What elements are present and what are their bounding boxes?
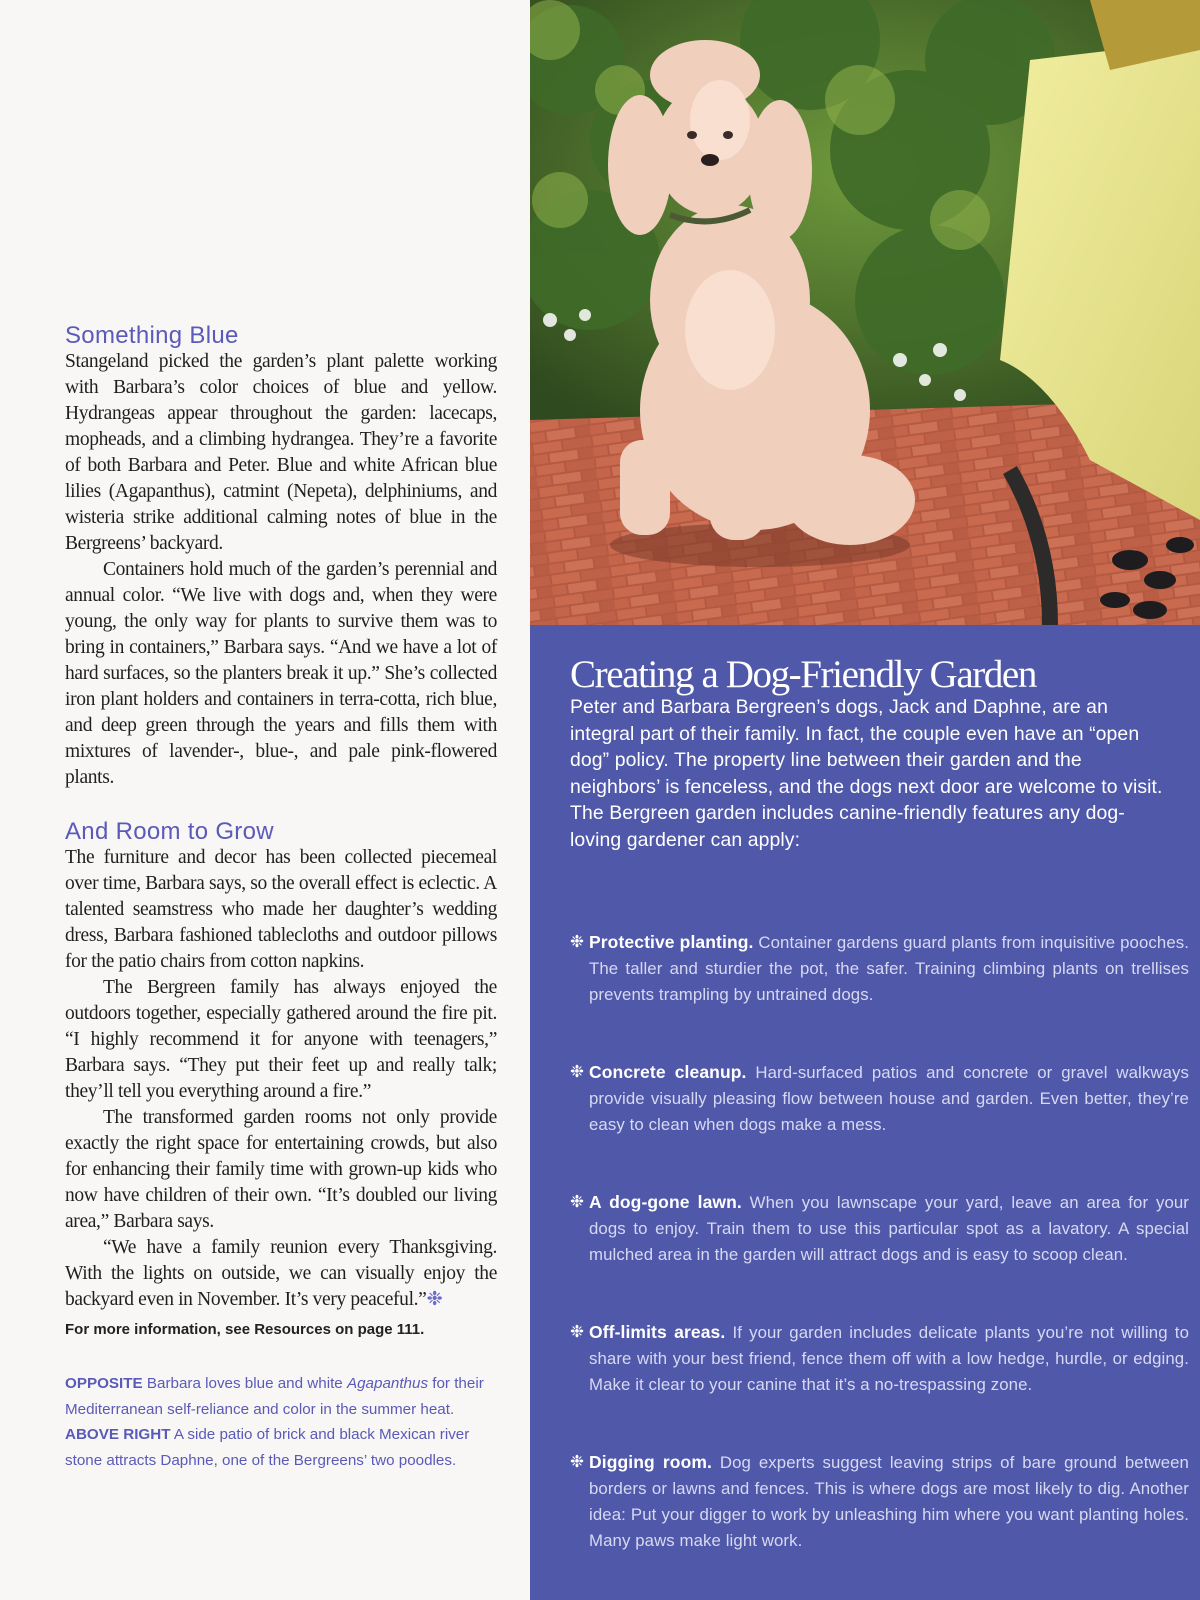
sidebar-title: Creating a Dog-Friendly Garden <box>570 653 1036 696</box>
bullet-star-icon: ❉ <box>570 1192 585 1211</box>
tip-text: Dog experts suggest leaving strips of bare ground between borders or lawns and fences. This is where dogs are most likely to dig. Another idea: Put your digger to work by unleashing him where you want planting holes. Many paws make light work. <box>589 1453 1189 1550</box>
paragraph <box>65 557 497 791</box>
caption-label-opposite: OPPOSITE <box>65 1375 143 1392</box>
poodle-photo <box>530 0 1200 625</box>
resources-note: For more information, see Resources on page 111. <box>65 1321 425 1338</box>
paragraph <box>65 1235 497 1313</box>
tip-text: Container gardens guard plants from inquisitive pooches. The taller and sturdier the pot, the safer. Training climbing plants on trellises prevents trampling by untrained dogs. <box>589 933 1189 1004</box>
paragraph-text: The Bergreen family has always enjoyed the outdoors together, especially gathered around the fire pit. “I highly recommend it for anyone with teenagers,” Barbara says. “They put their feet up and really talk; they’ll tell you everything around a fire.” <box>65 977 497 1102</box>
end-mark-icon: ❉ <box>426 1289 443 1310</box>
paragraph-text: The furniture and decor has been collected piecemeal over time, Barbara says, so the overall effect is eclectic. A talented seamstress who made her daughter’s wedding dress, Barbara fashioned tablecloths and outdoor pillows for the patio chairs from cotton napkins. <box>65 847 497 972</box>
tip-heading: Protective planting. <box>589 932 754 952</box>
paragraph <box>65 349 497 557</box>
caption-text: A side patio of brick and black Mexican river stone attracts Daphne, one of the Bergreens’ two poodles. <box>65 1426 470 1469</box>
dog-friendly-sidebar <box>530 625 1200 1600</box>
paragraph <box>65 1105 497 1235</box>
tip-heading: Digging room. <box>589 1452 713 1472</box>
caption-text: for their Mediterranean self-reliance and color in the summer heat. <box>65 1375 484 1418</box>
paragraph-text: “We have a family reunion every Thanksgiving. With the lights on outside, we can visually enjoy the backyard even in November. It’s very peaceful.” <box>65 1237 497 1310</box>
tip-heading: Concrete cleanup. <box>589 1062 747 1082</box>
sidebar-intro: Peter and Barbara Bergreen’s dogs, Jack and Daphne, are an integral part of their family. In fact, the couple even have an “open dog” policy. The property line between their garden and the neighbors’ is fenceless, and the dogs next door are welcome to visit. The Bergreen garden includes canine-friendly features any dog-loving gardener can apply: <box>570 696 1163 851</box>
tip-text: If your garden includes delicate plants you’re not willing to share with your best friend, fence them off with a low hedge, hurdle, or edging. Make it clear to your canine that it’s a no-trespassing zone. <box>589 1323 1190 1394</box>
poodle-photo-illustration <box>530 0 1200 625</box>
section-body-room-to-grow <box>65 845 497 1313</box>
tip-heading: Off-limits areas. <box>589 1322 726 1342</box>
section-heading-room-to-grow: And Room to Grow <box>65 818 274 845</box>
tip-concrete-cleanup <box>570 1059 1189 1138</box>
caption-label-above-right: ABOVE RIGHT <box>65 1426 171 1443</box>
bullet-star-icon: ❉ <box>570 932 585 951</box>
tip-digging-room <box>570 1449 1189 1554</box>
caption-text: Barbara loves blue and white <box>142 1375 347 1392</box>
article-column <box>0 0 530 1600</box>
bullet-star-icon: ❉ <box>570 1452 585 1471</box>
section-body-something-blue <box>65 349 497 791</box>
photo-caption <box>65 1371 495 1473</box>
paragraph <box>65 975 497 1105</box>
tip-protective-planting <box>570 929 1189 1008</box>
paragraph <box>65 845 497 975</box>
tip-off-limits-areas <box>570 1319 1189 1398</box>
paragraph-text: Stangeland picked the garden’s plant palette working with Barbara’s color choices of blue and yellow. Hydrangeas appear throughout the garden: lacecaps, mopheads, and a climbing hydrangea. They’re a favorite of both Barbara and Peter. Blue and white African blue lilies (Agapanthus), catmint (Nepeta), delphiniums, and wisteria strike additional calming notes of blue in the Bergreens’ backyard. <box>65 351 497 554</box>
paragraph-text: The transformed garden rooms not only provide exactly the right space for entertaining crowds, but also for enhancing their family time with grown-up kids who now have children of their own. “It’s doubled our living area,” Barbara says. <box>65 1107 497 1232</box>
paragraph-text: Containers hold much of the garden’s perennial and annual color. “We live with dogs and, when they were young, the only way for plants to survive them was to bring in containers,” Barbara says. “And we have a lot of hard surfaces, so the planters break it up.” She’s collected iron plant holders and containers in terra-cotta, rich blue, and deep green through the years and fills them with mixtures of lavender-, blue-, and pale pink-flowered plants. <box>65 559 497 788</box>
tip-dog-gone-lawn <box>570 1189 1189 1268</box>
bullet-star-icon: ❉ <box>570 1062 585 1081</box>
tip-text: When you lawnscape your yard, leave an area for your dogs to enjoy. Train them to use this particular spot as a lavatory. A special mulched area in the garden will attract dogs and is easy to scoop clean. <box>589 1193 1189 1264</box>
tip-heading: A dog-gone lawn. <box>589 1192 742 1212</box>
bullet-star-icon: ❉ <box>570 1322 585 1341</box>
caption-italic: Agapanthus <box>346 1375 429 1392</box>
section-heading-something-blue: Something Blue <box>65 322 239 349</box>
tip-text: Hard-surfaced patios and concrete or gravel walkways provide visually pleasing flow between house and garden. Even better, they’re easy to clean when dogs make a mess. <box>589 1063 1189 1134</box>
